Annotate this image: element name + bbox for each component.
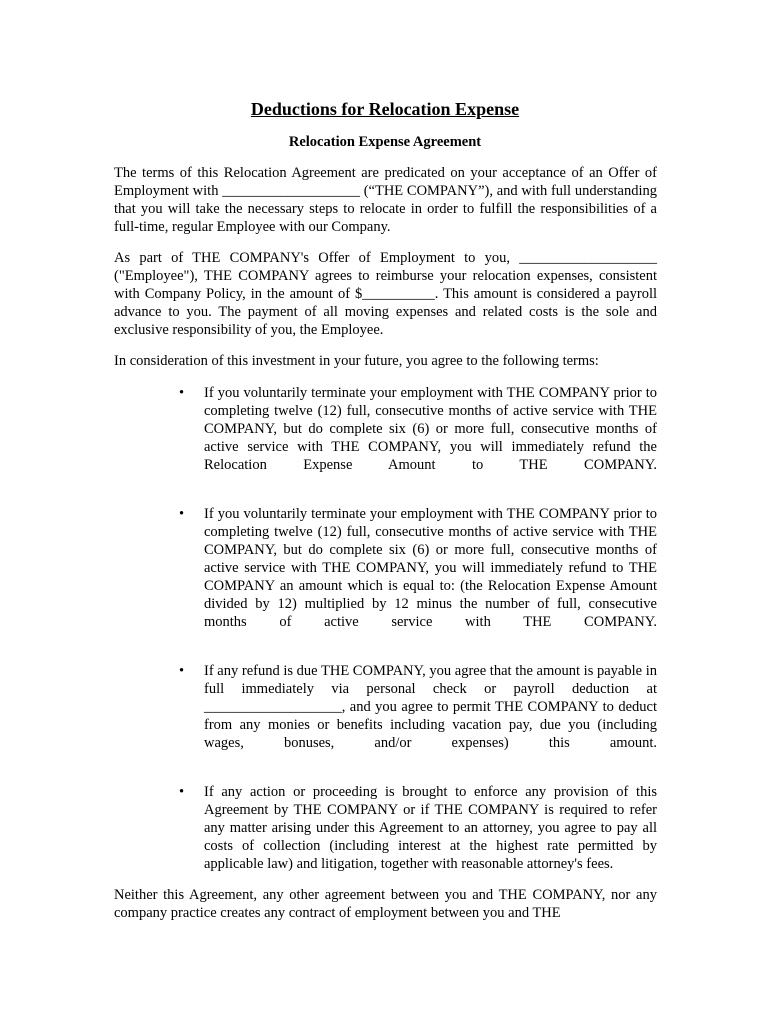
bullet-text: If any refund is due THE COMPANY, you agree that the amount is payable in full immediately via personal check or payroll deduction at ___________________, and you agree to permit THE COMPANY to deduct from any monies or benefits including vacation pay, due you (including wages, bonuses, and/or expenses) this amount. [204, 663, 657, 751]
list-item [179, 505, 657, 631]
paragraph-closing: Neither this Agreement, any other agreement between you and THE COMPANY, nor any company practice creates any contract of employment between you and THE [114, 887, 657, 921]
paragraph-reimbursement: As part of THE COMPANY's Offer of Employment to you, ___________________ ("Employee"), THE COMPANY agrees to reimburse your relocation expenses, consistent with Company Policy, in the amount of $__________. This amount is considered a payroll advance to you. The payment of all moving expenses and related costs is the sole and exclusive responsibility of you, the Employee. [114, 250, 657, 338]
bullet-text: If you voluntarily terminate your employment with THE COMPANY prior to completing twelve (12) full, consecutive months of active service with THE COMPANY, but do complete six (6) or more full, consecutive months of active service with THE COMPANY, you will immediately refund to THE COMPANY an amount which is equal to: (the Relocation Expense Amount divided by 12) multiplied by 12 minus the number of full, consecutive months of active service with THE COMPANY. [204, 506, 657, 630]
paragraph-offer-terms: The terms of this Relocation Agreement are predicated on your acceptance of an Offer of Employment with ___________________ (“THE COMPANY”), and with full understanding that you will take the necessary steps to relocate in order to fulfill the responsibilities of a full-time, regular Employee with our Company. [114, 165, 657, 235]
bullet-icon: • [179, 784, 185, 800]
document-subtitle: Relocation Expense Agreement [288, 134, 482, 150]
bullet-icon: • [179, 385, 185, 401]
list-item [179, 662, 657, 752]
bullet-icon: • [179, 663, 185, 679]
list-item [179, 384, 657, 474]
bullet-text: If you voluntarily terminate your employment with THE COMPANY prior to completing twelve (12) full, consecutive months of active service with THE COMPANY, but do complete six (6) or more full, consecutive months of active service with THE COMPANY, you will immediately refund the Relocation Expense Amount to THE COMPANY. [204, 385, 657, 473]
paragraph-consideration: In consideration of this investment in your future, you agree to the following terms: [114, 353, 599, 369]
list-item [179, 783, 657, 873]
bullet-text: If any action or proceeding is brought to enforce any provision of this Agreement by THE COMPANY or if THE COMPANY is required to refer any matter arising under this Agreement to an attorney, you agree to pay all costs of collection (including interest at the highest rate permitted by applicable law) and litigation, together with reasonable attorney's fees. [204, 784, 657, 872]
bullet-icon: • [179, 506, 185, 522]
document-title: Deductions for Relocation Expense [250, 99, 520, 119]
